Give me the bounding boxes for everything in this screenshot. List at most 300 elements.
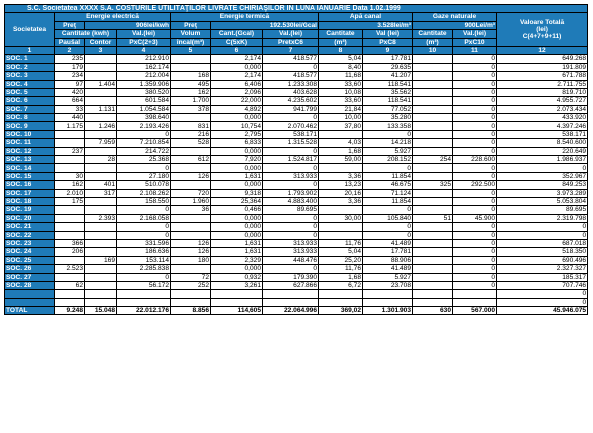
table-cell: 0: [453, 189, 497, 197]
row-label: SOC. 4: [5, 80, 55, 88]
table-cell: 3.973.289: [497, 189, 588, 197]
table-cell: 398.640: [117, 114, 171, 122]
table-row: [5, 189, 588, 197]
table-cell: 8.540.600: [497, 139, 588, 147]
table-cell: 30: [55, 172, 85, 180]
table-cell: 2.193.426: [117, 122, 171, 130]
table-cell: [171, 55, 211, 63]
table-cell: [85, 97, 117, 105]
table-cell: 234: [55, 72, 85, 80]
table-cell: [363, 290, 413, 298]
column-number: 12: [497, 46, 588, 54]
table-cell: [85, 88, 117, 96]
header-val-electric-formula: PxC(2+3): [117, 38, 171, 46]
table-cell: 97: [55, 80, 85, 88]
table-cell: 25,20: [319, 256, 363, 264]
table-cell: 1.793.902: [263, 189, 319, 197]
table-cell: 0: [453, 114, 497, 122]
table-cell: 4,03: [319, 139, 363, 147]
table-cell: 0: [453, 248, 497, 256]
table-cell: 0: [453, 281, 497, 289]
report-title: S.C. Societatea XXXX S.A. COSTURILE UTILITĂŢILOR LIVRATE CHIRIAŞILOR ÎN LUNA IANUARIE Data 1.02.1999: [5, 5, 588, 13]
table-cell: 0: [453, 273, 497, 281]
table-cell: [55, 298, 85, 306]
table-cell: [319, 164, 363, 172]
table-cell: 720: [171, 189, 211, 197]
total-cell: 8.856: [171, 307, 211, 315]
table-cell: 1.359.906: [117, 80, 171, 88]
table-cell: 72: [171, 273, 211, 281]
table-cell: 0: [117, 206, 171, 214]
table-cell: 448.476: [263, 256, 319, 264]
header-cantitate-kwh: Cantitate (kwh): [55, 30, 117, 38]
table-cell: 831: [171, 122, 211, 130]
table-cell: 5.927: [363, 147, 413, 155]
table-cell: [413, 248, 453, 256]
table-row: [5, 172, 588, 180]
table-cell: 71.124: [363, 189, 413, 197]
table-cell: 366: [55, 239, 85, 247]
table-row: [5, 248, 588, 256]
table-cell: [171, 147, 211, 155]
table-cell: 23.708: [363, 281, 413, 289]
table-cell: 0,466: [211, 206, 263, 214]
table-cell: 4.397.246: [497, 122, 588, 130]
table-cell: 0: [497, 164, 588, 172]
table-cell: 0: [363, 164, 413, 172]
table-cell: 0: [453, 172, 497, 180]
table-row: [5, 97, 588, 105]
table-cell: 2,174: [211, 55, 263, 63]
row-label: SOC. 27: [5, 273, 55, 281]
row-label: SOC. 13: [5, 156, 55, 164]
row-label: SOC. 11: [5, 139, 55, 147]
unit-water-price: 3.528lei/m³: [319, 21, 413, 29]
table-row: [5, 273, 588, 281]
table-body: [5, 55, 588, 307]
table-cell: 1.246: [85, 122, 117, 130]
table-cell: 0,932: [211, 273, 263, 281]
table-cell: [413, 206, 453, 214]
total-section: [5, 307, 588, 315]
table-cell: [85, 248, 117, 256]
table-cell: [171, 290, 211, 298]
table-cell: 690.496: [497, 256, 588, 264]
table-cell: [171, 231, 211, 239]
table-cell: 33,60: [319, 80, 363, 88]
table-cell: 313.933: [263, 248, 319, 256]
table-cell: [413, 197, 453, 205]
table-row: [5, 214, 588, 222]
table-cell: 0: [453, 239, 497, 247]
header-cant-gcal-formula: C(5xK): [211, 38, 263, 46]
table-cell: [55, 273, 85, 281]
table-cell: 1.700: [171, 97, 211, 105]
row-label: SOC. 3: [5, 72, 55, 80]
table-cell: 41.489: [363, 265, 413, 273]
row-label: SOC. 1: [5, 55, 55, 63]
table-cell: [413, 164, 453, 172]
column-number: 5: [171, 46, 211, 54]
table-cell: 0: [453, 139, 497, 147]
group-thermal: Energie termică: [171, 13, 319, 21]
table-cell: 352.967: [497, 172, 588, 180]
table-cell: [413, 231, 453, 239]
table-cell: 56.172: [117, 281, 171, 289]
table-cell: 6,406: [211, 80, 263, 88]
row-label: SOC. 21: [5, 223, 55, 231]
table-cell: 1,631: [211, 248, 263, 256]
table-cell: 35.280: [363, 114, 413, 122]
table-cell: 0: [453, 55, 497, 63]
table-cell: 0: [263, 164, 319, 172]
table-row: [5, 147, 588, 155]
table-cell: 0: [497, 298, 588, 306]
table-cell: [263, 298, 319, 306]
table-cell: 216: [171, 130, 211, 138]
header-cant-gas-unit: (m³): [413, 38, 453, 46]
row-label: SOC. 2: [5, 63, 55, 71]
table-cell: 2.393: [85, 214, 117, 222]
table-cell: [453, 298, 497, 306]
table-cell: 118.541: [363, 80, 413, 88]
table-cell: [85, 290, 117, 298]
table-cell: 11.854: [363, 172, 413, 180]
table-cell: 237: [55, 147, 85, 155]
table-cell: 0,000: [211, 147, 263, 155]
table-cell: 0: [497, 223, 588, 231]
table-cell: 2.168.058: [117, 214, 171, 222]
table-cell: 2,096: [211, 88, 263, 96]
table-row: [5, 256, 588, 264]
table-cell: 45.900: [453, 214, 497, 222]
row-label: SOC. 28: [5, 281, 55, 289]
table-cell: 11.854: [363, 197, 413, 205]
table-cell: [85, 223, 117, 231]
table-cell: 5.927: [363, 273, 413, 281]
table-row: [5, 139, 588, 147]
table-row: [5, 122, 588, 130]
table-cell: 77.052: [363, 105, 413, 113]
column-number-row: [5, 46, 588, 54]
table-cell: 0: [453, 72, 497, 80]
row-label: SOC. 19: [5, 206, 55, 214]
total-cell: 9.248: [55, 307, 85, 315]
table-cell: 208.152: [363, 156, 413, 164]
table-cell: 5,04: [319, 248, 363, 256]
table-cell: 1.960: [171, 197, 211, 205]
column-number: 3: [85, 46, 117, 54]
unit-electric-price: 906lei/kwh: [85, 21, 171, 29]
table-cell: 133.358: [363, 122, 413, 130]
table-cell: [413, 273, 453, 281]
table-cell: 403.628: [263, 88, 319, 96]
table-cell: 27.180: [117, 172, 171, 180]
table-cell: 4.883.400: [263, 197, 319, 205]
table-cell: 25,364: [211, 197, 263, 205]
table-cell: [55, 206, 85, 214]
table-cell: [55, 164, 85, 172]
header-total-line2: (lei): [536, 26, 548, 34]
table-cell: 25.368: [117, 156, 171, 164]
table-cell: [413, 105, 453, 113]
table-cell: 707.746: [497, 281, 588, 289]
table-cell: 175: [55, 197, 85, 205]
table-cell: 126: [171, 172, 211, 180]
table-cell: 0: [453, 197, 497, 205]
table-cell: 17.781: [363, 55, 413, 63]
table-cell: 2,329: [211, 256, 263, 264]
table-cell: 649.268: [497, 55, 588, 63]
table-cell: [171, 114, 211, 122]
table-cell: [55, 223, 85, 231]
row-label: SOC. 10: [5, 130, 55, 138]
table-cell: 0,000: [211, 181, 263, 189]
table-cell: 1,631: [211, 239, 263, 247]
table-cell: 105.840: [363, 214, 413, 222]
table-row: [5, 265, 588, 273]
row-label: SOC. 12: [5, 147, 55, 155]
table-cell: [85, 55, 117, 63]
table-cell: 0: [453, 164, 497, 172]
table-cell: [85, 130, 117, 138]
table-cell: 0: [453, 122, 497, 130]
total-cell: 369,02: [319, 307, 363, 315]
group-water: Apă canal: [319, 13, 413, 21]
table-cell: [171, 298, 211, 306]
table-cell: 4,892: [211, 105, 263, 113]
header-val-thermal: Val.(lei): [263, 30, 319, 38]
table-cell: 10,08: [319, 88, 363, 96]
table-cell: 0: [453, 256, 497, 264]
total-cell: 567.000: [453, 307, 497, 315]
table-cell: [413, 290, 453, 298]
table-cell: 0,000: [211, 63, 263, 71]
table-cell: 0: [363, 231, 413, 239]
table-cell: 41.489: [363, 239, 413, 247]
total-cell: 114,605: [211, 307, 263, 315]
column-number: 2: [55, 46, 85, 54]
table-cell: 0: [453, 130, 497, 138]
table-cell: 0: [497, 231, 588, 239]
table-cell: 5,04: [319, 55, 363, 63]
table-cell: 180: [171, 256, 211, 264]
row-label: SOC. 15: [5, 172, 55, 180]
table-cell: 158.550: [117, 197, 171, 205]
table-cell: [413, 223, 453, 231]
table-cell: [211, 290, 263, 298]
table-cell: 1.175: [55, 122, 85, 130]
table-cell: [85, 231, 117, 239]
table-cell: 33,60: [319, 97, 363, 105]
table-cell: [85, 265, 117, 273]
table-cell: 1.524.817: [263, 156, 319, 164]
table-cell: 5.053.804: [497, 197, 588, 205]
table-cell: [117, 298, 171, 306]
header-val-water-formula: PxC8: [363, 38, 413, 46]
table-cell: [85, 206, 117, 214]
table-cell: [413, 114, 453, 122]
table-cell: [171, 223, 211, 231]
table-cell: [171, 164, 211, 172]
header-val-gas: Val.(lei): [453, 30, 497, 38]
header-pausal: Paušal: [55, 38, 85, 46]
table-cell: 186.636: [117, 248, 171, 256]
table-cell: 941.799: [263, 105, 319, 113]
table-cell: 2.523: [55, 265, 85, 273]
table-cell: 62: [55, 281, 85, 289]
table-cell: 0: [263, 265, 319, 273]
table-cell: 9,318: [211, 189, 263, 197]
table-row: [5, 114, 588, 122]
table-cell: [171, 63, 211, 71]
table-cell: 0: [453, 97, 497, 105]
table-cell: 220.649: [497, 147, 588, 155]
row-label: SOC. 8: [5, 114, 55, 122]
table-cell: 4.235.602: [263, 97, 319, 105]
table-cell: 0: [263, 214, 319, 222]
header-societatea: Societatea: [5, 13, 55, 47]
table-cell: 671.788: [497, 72, 588, 80]
table-cell: 228.600: [453, 156, 497, 164]
table-cell: 1.233.308: [263, 80, 319, 88]
row-label: SOC. 23: [5, 239, 55, 247]
table-cell: 601.584: [117, 97, 171, 105]
table-cell: [85, 72, 117, 80]
table-cell: 11,76: [319, 265, 363, 273]
table-cell: 13,23: [319, 181, 363, 189]
column-number: 10: [413, 46, 453, 54]
table-cell: [85, 197, 117, 205]
header-contor: Contor: [85, 38, 117, 46]
header-pret-electric: Preţ: [55, 21, 85, 29]
table-cell: 440: [55, 114, 85, 122]
row-label: [5, 290, 55, 298]
table-cell: 7.959: [85, 139, 117, 147]
table-cell: [363, 298, 413, 306]
table-cell: [413, 130, 453, 138]
header-total-line3: C(4+7+9+11): [522, 33, 562, 41]
group-gas: Gaze naturale: [413, 13, 497, 21]
table-cell: [413, 265, 453, 273]
table-cell: [413, 239, 453, 247]
table-cell: 0,000: [211, 265, 263, 273]
table-cell: [85, 114, 117, 122]
table-cell: 41.207: [363, 72, 413, 80]
table-cell: 11,68: [319, 72, 363, 80]
row-label: SOC. 6: [5, 97, 55, 105]
table-cell: 1,68: [319, 273, 363, 281]
table-cell: 1.315.528: [263, 139, 319, 147]
table-cell: 0: [263, 147, 319, 155]
table-cell: 10,00: [319, 114, 363, 122]
table-cell: [211, 298, 263, 306]
total-label: TOTAL: [5, 307, 55, 315]
total-cell: 630: [413, 307, 453, 315]
table-cell: 1.986.937: [497, 156, 588, 164]
table-cell: 17.781: [363, 248, 413, 256]
table-cell: 179.390: [263, 273, 319, 281]
unit-gas-price: 900Lei/m³: [413, 21, 497, 29]
table-cell: 1.131: [85, 105, 117, 113]
table-cell: 185.317: [497, 273, 588, 281]
table-cell: 420: [55, 88, 85, 96]
table-cell: 849.253: [497, 181, 588, 189]
table-row: [5, 72, 588, 80]
table-cell: 36: [171, 206, 211, 214]
table-row: [5, 223, 588, 231]
header-val-electric: Val.(lei): [117, 30, 171, 38]
table-cell: 313.933: [263, 239, 319, 247]
table-cell: 0: [263, 181, 319, 189]
table-cell: 162: [55, 181, 85, 189]
table-cell: 0,000: [211, 214, 263, 222]
table-cell: [85, 164, 117, 172]
table-cell: [413, 281, 453, 289]
header-pret-thermal: Preţ: [171, 21, 211, 29]
table-cell: 214.722: [117, 147, 171, 155]
table-row: [5, 181, 588, 189]
table-cell: [319, 290, 363, 298]
table-cell: [319, 298, 363, 306]
table-cell: 2.073.434: [497, 105, 588, 113]
table-cell: 2.319.798: [497, 214, 588, 222]
table-cell: [85, 63, 117, 71]
table-cell: 21,84: [319, 105, 363, 113]
column-number: 8: [319, 46, 363, 54]
row-label: [5, 298, 55, 306]
table-cell: 292.500: [453, 181, 497, 189]
total-row: [5, 307, 588, 315]
table-cell: 89.695: [263, 206, 319, 214]
table-cell: 380.520: [117, 88, 171, 96]
header-cant-gas: Cantitate: [413, 30, 453, 38]
table-row: [5, 164, 588, 172]
table-cell: [319, 130, 363, 138]
table-cell: 37,80: [319, 122, 363, 130]
table-cell: 0: [453, 231, 497, 239]
table-row: [5, 206, 588, 214]
table-cell: 3,36: [319, 172, 363, 180]
table-cell: 0: [117, 231, 171, 239]
table-cell: 317: [85, 189, 117, 197]
table-cell: 29.635: [363, 63, 413, 71]
column-number: 1: [5, 46, 55, 54]
table-cell: 0: [363, 206, 413, 214]
table-cell: 687.018: [497, 239, 588, 247]
table-cell: 495: [171, 80, 211, 88]
table-cell: 0: [453, 206, 497, 214]
table-cell: 1,631: [211, 172, 263, 180]
table-cell: 7,920: [211, 156, 263, 164]
table-cell: 0: [453, 80, 497, 88]
table-cell: 325: [413, 181, 453, 189]
table-cell: 14.218: [363, 139, 413, 147]
table-row: [5, 231, 588, 239]
header-cant-water: Cantitate: [319, 30, 363, 38]
table-row: [5, 239, 588, 247]
table-cell: [55, 130, 85, 138]
table-cell: [55, 156, 85, 164]
table-cell: 518.350: [497, 248, 588, 256]
table-cell: 0: [453, 147, 497, 155]
table-cell: 0: [453, 88, 497, 96]
table-cell: 254: [413, 156, 453, 164]
table-cell: 0,000: [211, 231, 263, 239]
table-cell: 126: [171, 248, 211, 256]
row-label: SOC. 18: [5, 197, 55, 205]
table-cell: [413, 55, 453, 63]
